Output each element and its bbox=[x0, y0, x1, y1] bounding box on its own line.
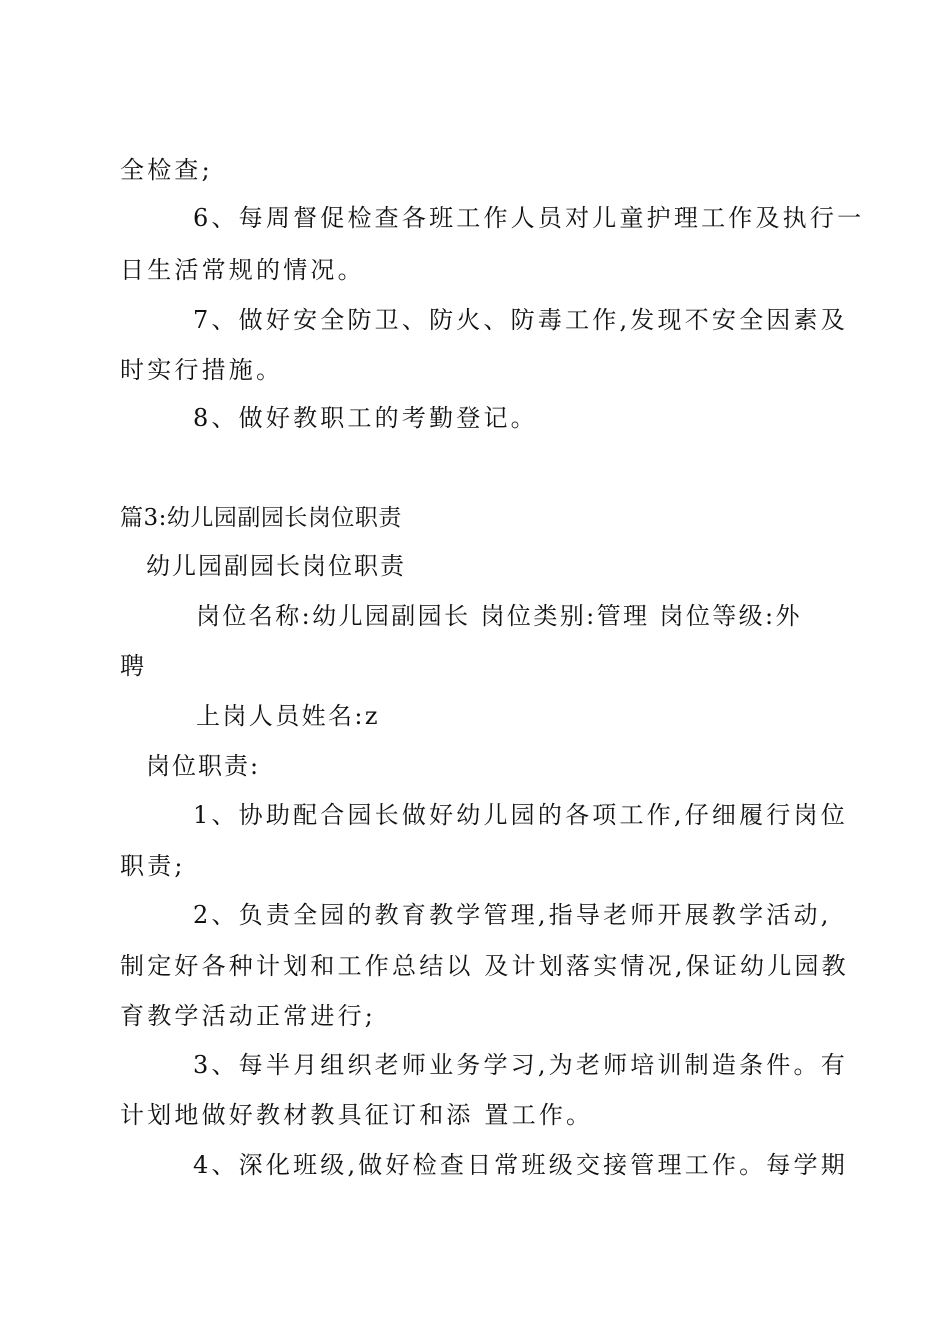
section-subtitle: 幼儿园副园长岗位职责 bbox=[146, 552, 406, 580]
list-item-2: 2、负责全园的教育教学管理,指导老师开展教学活动, bbox=[193, 901, 832, 929]
text-line: 时实行措施。 bbox=[120, 356, 284, 384]
text-line: 职责; bbox=[120, 852, 186, 880]
text-line: 计划地做好教材教具征订和添 置工作。 bbox=[120, 1101, 594, 1129]
list-item-3: 3、每半月组织老师业务学习,为老师培训制造条件。有 bbox=[193, 1051, 848, 1079]
list-item-8: 8、做好教职工的考勤登记。 bbox=[193, 404, 538, 432]
list-item-4: 4、深化班级,做好检查日常班级交接管理工作。每学期 bbox=[193, 1151, 848, 1179]
job-meta-line: 岗位名称:幼儿园副园长 岗位类别:管理 岗位等级:外 bbox=[196, 602, 802, 630]
text-line: 全检查; bbox=[120, 156, 213, 184]
list-item-7: 7、做好安全防卫、防火、防毒工作,发现不安全因素及 bbox=[193, 306, 848, 334]
duties-label: 岗位职责: bbox=[146, 752, 261, 780]
staff-name-line: 上岗人员姓名:z bbox=[196, 702, 380, 730]
text-line: 制定好各种计划和工作总结以 及计划落实情况,保证幼儿园教 bbox=[120, 952, 849, 980]
text-line: 日生活常规的情况。 bbox=[120, 256, 365, 284]
text-line: 育教学活动正常进行; bbox=[120, 1002, 377, 1030]
list-item-6: 6、每周督促检查各班工作人员对儿童护理工作及执行一 bbox=[193, 204, 865, 232]
text-line: 聘 bbox=[120, 652, 148, 680]
section-heading: 篇3:幼儿园副园长岗位职责 bbox=[120, 505, 402, 531]
list-item-1: 1、协助配合园长做好幼儿园的各项工作,仔细履行岗位 bbox=[193, 801, 848, 829]
